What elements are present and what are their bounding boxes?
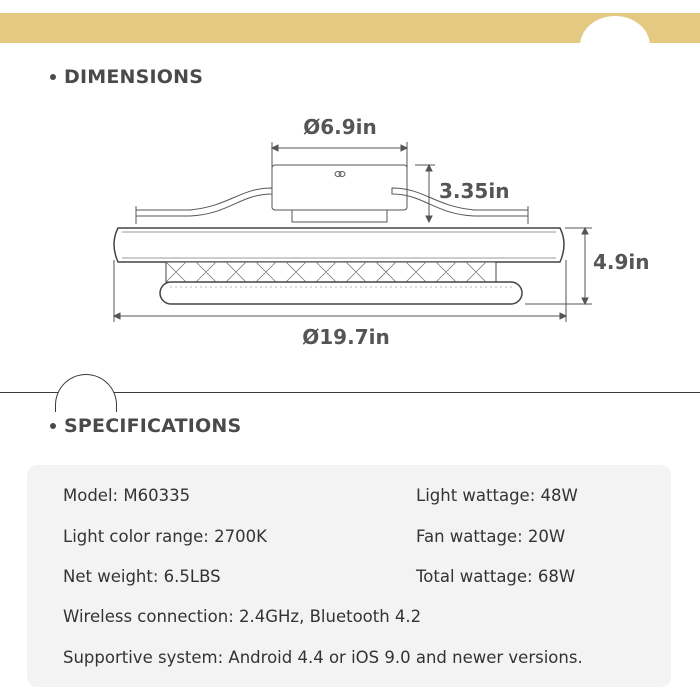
spec-system: Supportive system: Android 4.4 or iOS 9.0 and newer versions. xyxy=(63,648,583,667)
dimensions-heading xyxy=(50,66,203,88)
specifications-heading-text: SPECIFICATIONS xyxy=(64,415,242,437)
fan-bottom-ring xyxy=(160,282,522,304)
spec-wireless: Wireless connection: 2.4GHz, Bluetooth 4.2 xyxy=(63,607,422,626)
spec-net-weight: Net weight: 6.5LBS xyxy=(63,567,221,586)
downrod-mount xyxy=(292,210,387,222)
top-diameter-label: Ø6.9in xyxy=(303,115,377,139)
spec-fan-wattage: Fan wattage: 20W xyxy=(416,527,566,546)
dimensions-heading-text: DIMENSIONS xyxy=(64,66,204,88)
spec-total-wattage: Total wattage: 68W xyxy=(416,567,576,586)
body-diameter-label: Ø19.7in xyxy=(302,325,390,349)
spec-model: Model: M60335 xyxy=(63,486,191,505)
divider-notch xyxy=(55,374,117,412)
specifications-panel xyxy=(27,465,671,687)
fan-dimension-drawing xyxy=(100,110,660,355)
bullet-icon xyxy=(50,423,56,429)
header-band-notch xyxy=(580,16,650,76)
total-height-label: 4.9in xyxy=(593,250,650,274)
left-arm xyxy=(136,188,272,224)
spec-light-wattage: Light wattage: 48W xyxy=(416,486,578,505)
specifications-heading xyxy=(50,415,241,437)
bullet-icon xyxy=(50,74,56,80)
light-body xyxy=(114,228,564,262)
mount-height-label: 3.35in xyxy=(439,179,510,203)
spec-color-range: Light color range: 2700K xyxy=(63,527,267,546)
